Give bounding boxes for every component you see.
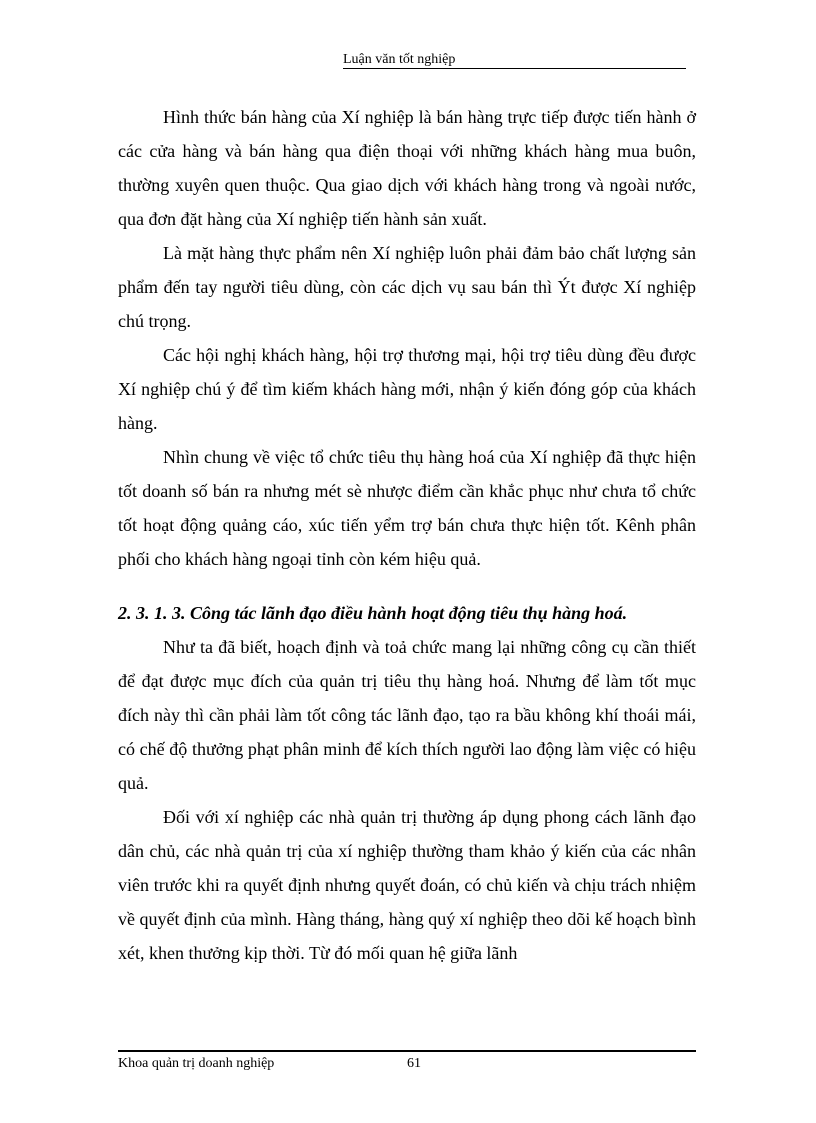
paragraph: Như ta đã biết, hoạch định và toả chức mang lại những công cụ cần thiết để đạt được mục đích của quản trị tiêu thụ hàng hoá. Nhưng để làm tốt mục đích này thì cần phải làm tốt công tác lãnh đạo, tạo ra bầu không khí thoái mái, có chế độ thưởng phạt phân minh để kích thích người lao động làm việc có hiệu quả. bbox=[118, 637, 696, 793]
footer-faculty: Khoa quản trị doanh nghiệp bbox=[118, 1056, 275, 1071]
paragraph: Hình thức bán hàng của Xí nghiệp là bán hàng trực tiếp được tiến hành ở các cửa hàng và bán hàng qua điện thoại với những khách hàng mua buôn, thường xuyên quen thuộc. Qua giao dịch với khách hàng trong và ngoài nước, qua đơn đặt hàng của Xí nghiệp tiến hành sản xuất. bbox=[118, 107, 696, 229]
running-header: Luận văn tốt nghiệp bbox=[343, 52, 456, 67]
paragraph: Các hội nghị khách hàng, hội trợ thương mại, hội trợ tiêu dùng đều được Xí nghiệp chú ý để tìm kiếm khách hàng mới, nhận ý kiến đóng góp của khách hàng. bbox=[118, 345, 696, 433]
footer-rule bbox=[118, 1050, 696, 1052]
paragraph: Nhìn chung về việc tổ chức tiêu thụ hàng hoá của Xí nghiệp đã thực hiện tốt doanh số bán ra nhưng mét sè nhược điểm cần khắc phục như chưa tổ chức tốt hoạt động quảng cáo, xúc tiến yểm trợ bán chưa thực hiện tốt. Kênh phân phối cho khách hàng ngoại tỉnh còn kém hiệu quả. bbox=[118, 447, 696, 569]
page-number: 61 bbox=[407, 1056, 421, 1071]
section-heading: 2. 3. 1. 3. Công tác lãnh đạo điều hành hoạt động tiêu thụ hàng hoá. bbox=[118, 603, 628, 623]
header-rule bbox=[343, 68, 686, 69]
paragraph: Là mặt hàng thực phẩm nên Xí nghiệp luôn phải đảm bảo chất lượng sản phẩm đến tay người tiêu dùng, còn các dịch vụ sau bán thì Ýt được Xí nghiệp chú trọng. bbox=[118, 243, 696, 331]
body-text bbox=[118, 100, 696, 970]
paragraph: Đối với xí nghiệp các nhà quản trị thường áp dụng phong cách lãnh đạo dân chủ, các nhà quản trị của xí nghiệp thường tham khảo ý kiến của các nhân viên trước khi ra quyết định nhưng quyết đoán, có chủ kiến và chịu trách nhiệm về quyết định của mình. Hàng tháng, hàng quý xí nghiệp theo dõi kế hoạch bình xét, khen thưởng kịp thời. Từ đó mối quan hệ giữa lãnh bbox=[118, 807, 696, 963]
